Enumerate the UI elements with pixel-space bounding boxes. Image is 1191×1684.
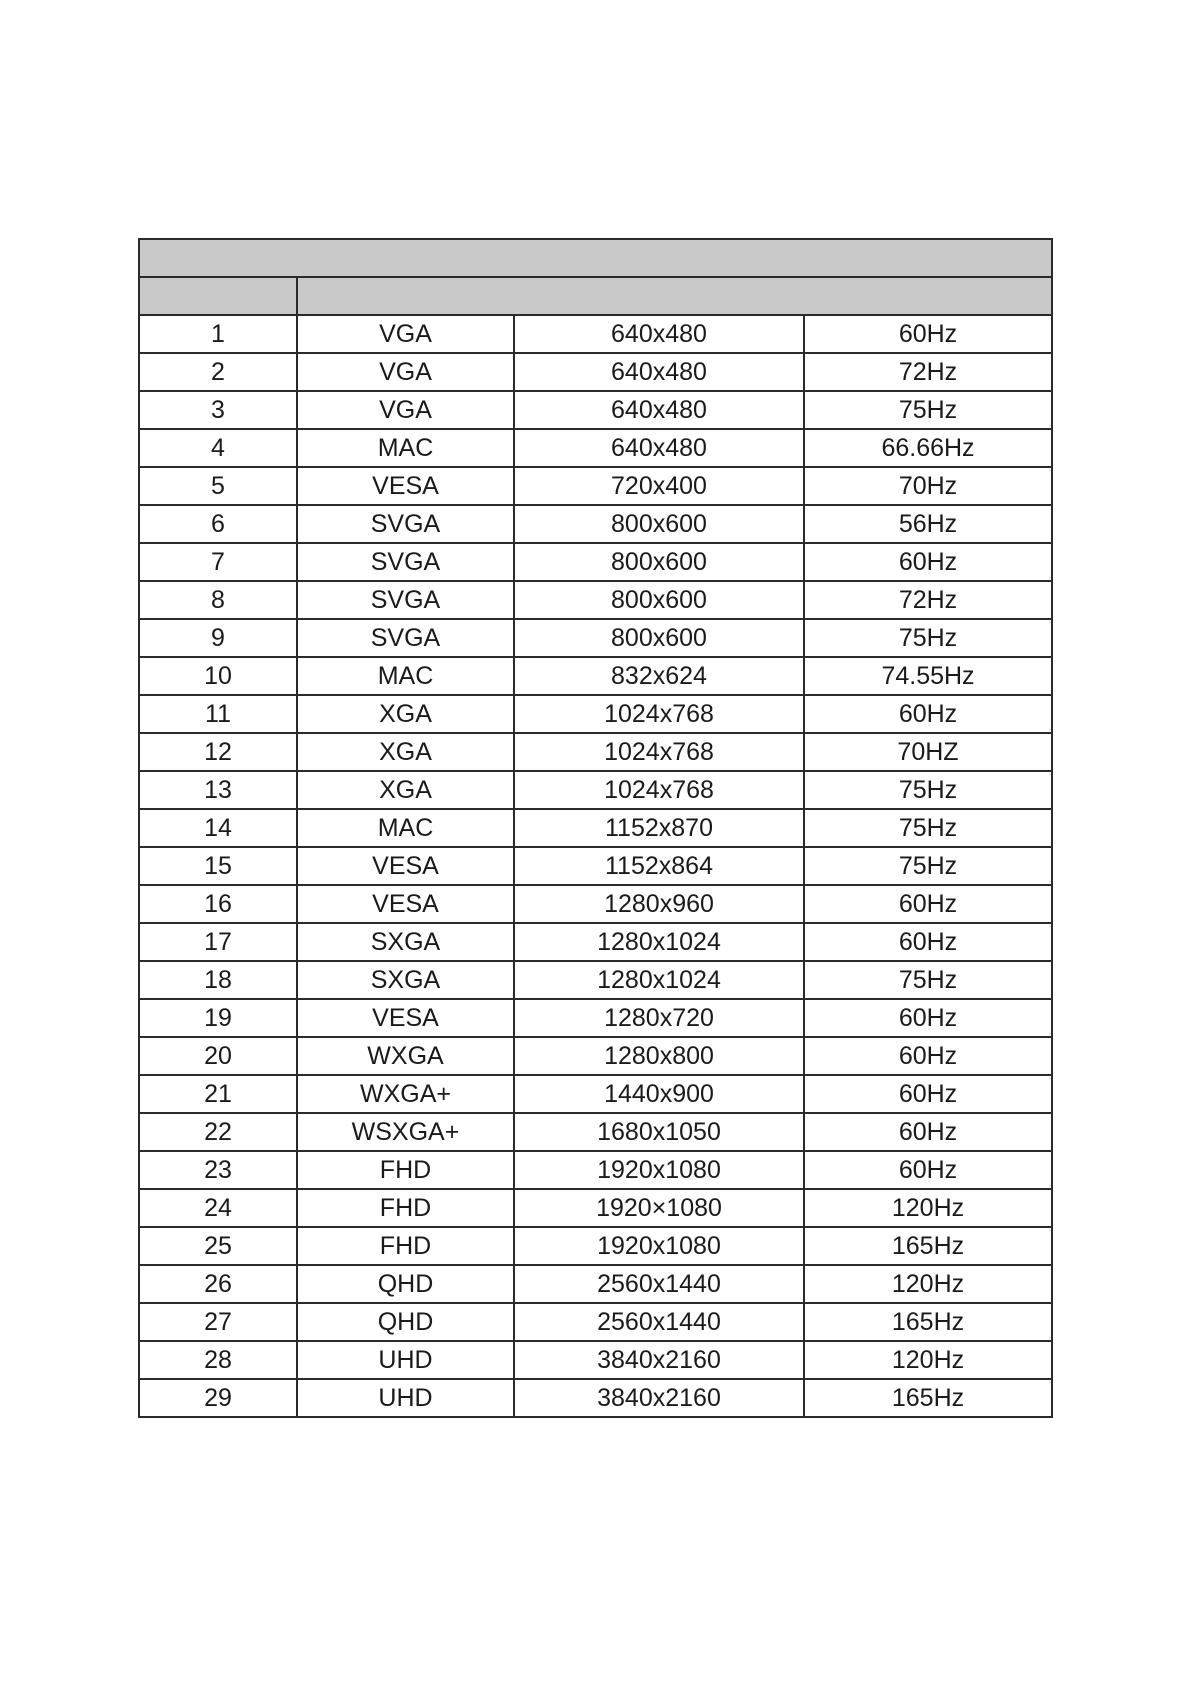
cell-number: 29 bbox=[139, 1379, 297, 1417]
cell-refresh-rate: 165Hz bbox=[804, 1379, 1052, 1417]
table-title bbox=[139, 239, 1052, 277]
table-row bbox=[139, 1265, 1052, 1303]
cell-resolution: 3840x2160 bbox=[514, 1341, 804, 1379]
cell-resolution: 1920x1080 bbox=[514, 1151, 804, 1189]
cell-mode: FHD bbox=[297, 1151, 514, 1189]
cell-refresh-rate: 72Hz bbox=[804, 353, 1052, 391]
cell-number: 7 bbox=[139, 543, 297, 581]
cell-mode: SXGA bbox=[297, 923, 514, 961]
table-body bbox=[139, 315, 1052, 1417]
cell-refresh-rate: 75Hz bbox=[804, 619, 1052, 657]
cell-number: 16 bbox=[139, 885, 297, 923]
cell-resolution: 1440x900 bbox=[514, 1075, 804, 1113]
cell-resolution: 640x480 bbox=[514, 353, 804, 391]
cell-resolution: 1024x768 bbox=[514, 733, 804, 771]
cell-resolution: 1280x960 bbox=[514, 885, 804, 923]
cell-number: 5 bbox=[139, 467, 297, 505]
cell-mode: QHD bbox=[297, 1265, 514, 1303]
cell-refresh-rate: 75Hz bbox=[804, 771, 1052, 809]
cell-number: 15 bbox=[139, 847, 297, 885]
cell-mode: FHD bbox=[297, 1227, 514, 1265]
cell-number: 13 bbox=[139, 771, 297, 809]
cell-refresh-rate: 75Hz bbox=[804, 961, 1052, 999]
cell-refresh-rate: 75Hz bbox=[804, 809, 1052, 847]
cell-number: 19 bbox=[139, 999, 297, 1037]
cell-mode: VGA bbox=[297, 315, 514, 353]
table-row bbox=[139, 429, 1052, 467]
cell-mode: SVGA bbox=[297, 581, 514, 619]
table-row bbox=[139, 961, 1052, 999]
cell-refresh-rate: 56Hz bbox=[804, 505, 1052, 543]
table-row bbox=[139, 1075, 1052, 1113]
cell-refresh-rate: 120Hz bbox=[804, 1189, 1052, 1227]
cell-refresh-rate: 60Hz bbox=[804, 1037, 1052, 1075]
cell-number: 26 bbox=[139, 1265, 297, 1303]
cell-resolution: 1024x768 bbox=[514, 695, 804, 733]
cell-number: 11 bbox=[139, 695, 297, 733]
cell-resolution: 800x600 bbox=[514, 581, 804, 619]
cell-refresh-rate: 60Hz bbox=[804, 315, 1052, 353]
cell-number: 4 bbox=[139, 429, 297, 467]
cell-number: 8 bbox=[139, 581, 297, 619]
cell-number: 25 bbox=[139, 1227, 297, 1265]
cell-refresh-rate: 60Hz bbox=[804, 543, 1052, 581]
cell-number: 20 bbox=[139, 1037, 297, 1075]
cell-refresh-rate: 74.55Hz bbox=[804, 657, 1052, 695]
table-header-row bbox=[139, 277, 1052, 315]
cell-refresh-rate: 60Hz bbox=[804, 1151, 1052, 1189]
cell-resolution: 2560x1440 bbox=[514, 1303, 804, 1341]
cell-mode: SXGA bbox=[297, 961, 514, 999]
table-row bbox=[139, 315, 1052, 353]
cell-mode: UHD bbox=[297, 1379, 514, 1417]
cell-refresh-rate: 60Hz bbox=[804, 999, 1052, 1037]
cell-mode: VGA bbox=[297, 391, 514, 429]
cell-number: 14 bbox=[139, 809, 297, 847]
cell-resolution: 1280x1024 bbox=[514, 961, 804, 999]
cell-resolution: 1680x1050 bbox=[514, 1113, 804, 1151]
cell-resolution: 1280x1024 bbox=[514, 923, 804, 961]
cell-resolution: 1152x864 bbox=[514, 847, 804, 885]
cell-resolution: 640x480 bbox=[514, 429, 804, 467]
table-row bbox=[139, 695, 1052, 733]
cell-mode: SVGA bbox=[297, 619, 514, 657]
cell-number: 2 bbox=[139, 353, 297, 391]
cell-number: 3 bbox=[139, 391, 297, 429]
cell-resolution: 1920x1080 bbox=[514, 1227, 804, 1265]
cell-refresh-rate: 72Hz bbox=[804, 581, 1052, 619]
table-row bbox=[139, 657, 1052, 695]
cell-refresh-rate: 70HZ bbox=[804, 733, 1052, 771]
table-row bbox=[139, 771, 1052, 809]
cell-refresh-rate: 120Hz bbox=[804, 1265, 1052, 1303]
table-row bbox=[139, 1379, 1052, 1417]
cell-resolution: 3840x2160 bbox=[514, 1379, 804, 1417]
cell-resolution: 1920×1080 bbox=[514, 1189, 804, 1227]
cell-mode: QHD bbox=[297, 1303, 514, 1341]
cell-mode: WSXGA+ bbox=[297, 1113, 514, 1151]
table-row bbox=[139, 353, 1052, 391]
table-title-row bbox=[139, 239, 1052, 277]
cell-mode: FHD bbox=[297, 1189, 514, 1227]
cell-refresh-rate: 66.66Hz bbox=[804, 429, 1052, 467]
cell-mode: XGA bbox=[297, 733, 514, 771]
cell-resolution: 1024x768 bbox=[514, 771, 804, 809]
cell-refresh-rate: 75Hz bbox=[804, 847, 1052, 885]
cell-resolution: 640x480 bbox=[514, 391, 804, 429]
display-timing-table bbox=[138, 238, 1053, 1418]
cell-number: 18 bbox=[139, 961, 297, 999]
table-row bbox=[139, 581, 1052, 619]
cell-mode: XGA bbox=[297, 695, 514, 733]
cell-mode: XGA bbox=[297, 771, 514, 809]
cell-number: 21 bbox=[139, 1075, 297, 1113]
header-cell-number bbox=[139, 277, 297, 315]
cell-mode: WXGA bbox=[297, 1037, 514, 1075]
table-row bbox=[139, 809, 1052, 847]
cell-number: 1 bbox=[139, 315, 297, 353]
table-row bbox=[139, 543, 1052, 581]
table-row bbox=[139, 923, 1052, 961]
cell-mode: UHD bbox=[297, 1341, 514, 1379]
cell-resolution: 1152x870 bbox=[514, 809, 804, 847]
cell-refresh-rate: 60Hz bbox=[804, 885, 1052, 923]
cell-number: 28 bbox=[139, 1341, 297, 1379]
cell-resolution: 1280x720 bbox=[514, 999, 804, 1037]
table-row bbox=[139, 847, 1052, 885]
cell-number: 9 bbox=[139, 619, 297, 657]
cell-resolution: 800x600 bbox=[514, 619, 804, 657]
table-row bbox=[139, 1303, 1052, 1341]
cell-mode: VESA bbox=[297, 847, 514, 885]
cell-mode: SVGA bbox=[297, 543, 514, 581]
cell-number: 23 bbox=[139, 1151, 297, 1189]
cell-mode: VESA bbox=[297, 999, 514, 1037]
cell-refresh-rate: 60Hz bbox=[804, 1113, 1052, 1151]
cell-mode: VESA bbox=[297, 467, 514, 505]
table-row bbox=[139, 733, 1052, 771]
cell-mode: VGA bbox=[297, 353, 514, 391]
table-row bbox=[139, 1341, 1052, 1379]
cell-refresh-rate: 75Hz bbox=[804, 391, 1052, 429]
table-row bbox=[139, 999, 1052, 1037]
table-row bbox=[139, 505, 1052, 543]
table-row bbox=[139, 467, 1052, 505]
table-row bbox=[139, 1037, 1052, 1075]
cell-resolution: 720x400 bbox=[514, 467, 804, 505]
cell-mode: MAC bbox=[297, 657, 514, 695]
cell-refresh-rate: 165Hz bbox=[804, 1227, 1052, 1265]
cell-mode: VESA bbox=[297, 885, 514, 923]
cell-number: 6 bbox=[139, 505, 297, 543]
table-row bbox=[139, 1227, 1052, 1265]
table-row bbox=[139, 885, 1052, 923]
table-row bbox=[139, 1189, 1052, 1227]
cell-resolution: 800x600 bbox=[514, 505, 804, 543]
cell-number: 17 bbox=[139, 923, 297, 961]
table-row bbox=[139, 619, 1052, 657]
cell-resolution: 1280x800 bbox=[514, 1037, 804, 1075]
cell-number: 24 bbox=[139, 1189, 297, 1227]
cell-mode: WXGA+ bbox=[297, 1075, 514, 1113]
cell-mode: SVGA bbox=[297, 505, 514, 543]
cell-mode: MAC bbox=[297, 809, 514, 847]
cell-refresh-rate: 70Hz bbox=[804, 467, 1052, 505]
cell-resolution: 832x624 bbox=[514, 657, 804, 695]
cell-refresh-rate: 60Hz bbox=[804, 695, 1052, 733]
table-row bbox=[139, 1151, 1052, 1189]
cell-resolution: 640x480 bbox=[514, 315, 804, 353]
header-cell-mode bbox=[297, 277, 1052, 315]
cell-resolution: 2560x1440 bbox=[514, 1265, 804, 1303]
cell-resolution: 800x600 bbox=[514, 543, 804, 581]
cell-refresh-rate: 60Hz bbox=[804, 1075, 1052, 1113]
cell-number: 12 bbox=[139, 733, 297, 771]
cell-refresh-rate: 165Hz bbox=[804, 1303, 1052, 1341]
table-row bbox=[139, 1113, 1052, 1151]
table-row bbox=[139, 391, 1052, 429]
cell-number: 22 bbox=[139, 1113, 297, 1151]
cell-refresh-rate: 120Hz bbox=[804, 1341, 1052, 1379]
cell-mode: MAC bbox=[297, 429, 514, 467]
cell-number: 10 bbox=[139, 657, 297, 695]
cell-refresh-rate: 60Hz bbox=[804, 923, 1052, 961]
cell-number: 27 bbox=[139, 1303, 297, 1341]
